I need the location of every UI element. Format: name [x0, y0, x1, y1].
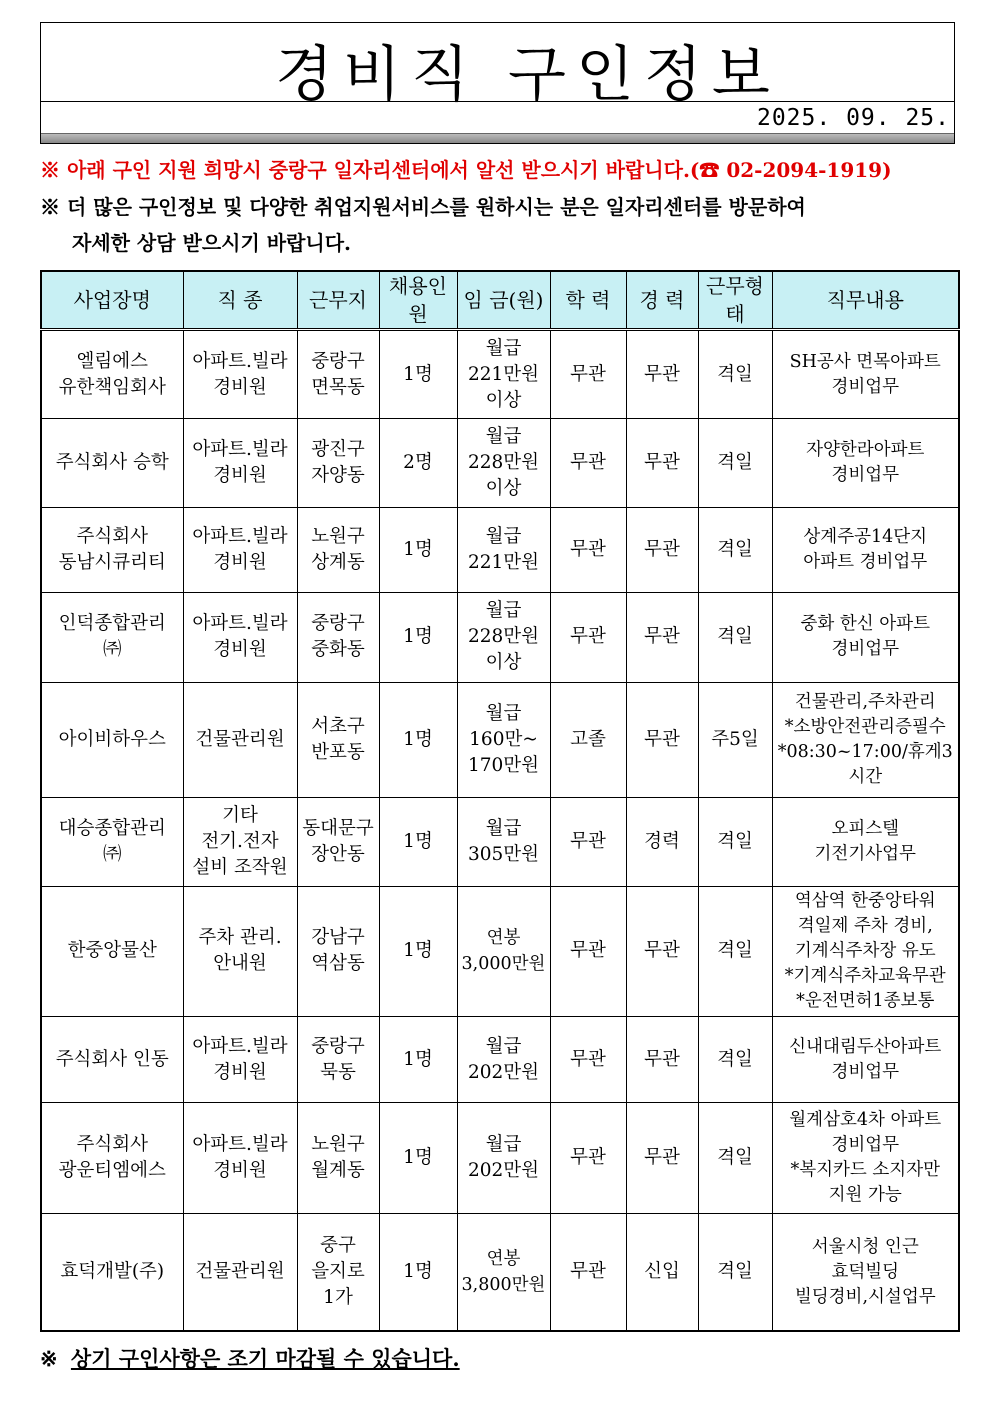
cell-wage	[457, 1214, 550, 1331]
cell-line: 무관	[570, 940, 606, 962]
cell-line: 중구	[320, 1235, 356, 1257]
cell-job-type	[183, 508, 297, 593]
cell-line: 경 력	[639, 288, 685, 312]
cell-line: 이상	[485, 652, 522, 674]
cell-line: 305만원	[467, 843, 540, 865]
cell-line: 임 금	[463, 288, 509, 312]
cell-line: 월급	[485, 1035, 522, 1057]
header-job-type	[183, 271, 297, 330]
cell-line: 유한책임회사	[58, 376, 166, 398]
table-row	[41, 1103, 959, 1214]
cell-line: 무관	[570, 1048, 606, 1070]
cell-line: 동대문구	[302, 817, 374, 839]
cell-headcount	[379, 682, 457, 797]
cell-line: 경비원	[213, 1160, 267, 1182]
notice-referral: ※ 아래 구인 지원 희망시 중랑구 일자리센터에서 알선 받으시기 바랍니다.(☎ 02-2094-1919)	[40, 158, 892, 182]
cell-line: 경비원	[213, 552, 267, 574]
cell-line: ㈜	[102, 639, 122, 661]
cell-education	[550, 593, 626, 682]
cell-line: 이상	[485, 389, 522, 411]
cell-line: 221만원	[467, 363, 540, 385]
cell-line: 한중앙물산	[67, 940, 157, 962]
cell-duties	[772, 1214, 959, 1331]
cell-line: 격일	[717, 1261, 753, 1283]
cell-company	[41, 1016, 183, 1102]
cell-line: 주식회사	[76, 1134, 148, 1156]
cell-line: 설비 조작원	[192, 856, 288, 878]
cell-line: 직 종	[217, 288, 263, 312]
cell-job-type	[183, 682, 297, 797]
cell-education	[550, 797, 626, 886]
title-box	[40, 22, 955, 144]
cell-location	[297, 886, 379, 1016]
cell-line: 묵동	[320, 1061, 356, 1083]
cell-line: 오피스텔	[831, 818, 900, 839]
cell-line: 아파트.빌라	[192, 439, 288, 461]
cell-headcount	[379, 419, 457, 508]
cell-line: 빌딩경비,시설업무	[794, 1286, 936, 1307]
cell-company	[41, 682, 183, 797]
cell-line: 228만원	[467, 626, 540, 648]
cell-line: 반포동	[311, 741, 365, 763]
cell-line: 170만원	[467, 754, 540, 776]
cell-line: 기전기사업무	[814, 843, 916, 864]
header-company	[41, 271, 183, 330]
cell-location	[297, 1016, 379, 1102]
cell-location	[297, 419, 379, 508]
cell-line: 자양한라아파트	[806, 440, 925, 461]
cell-location	[297, 1103, 379, 1214]
cell-line: 이상	[485, 478, 522, 500]
cell-line: 역삼역 한중앙타워	[794, 890, 936, 911]
cell-headcount	[379, 593, 457, 682]
header-experience	[626, 271, 698, 330]
cell-duties	[772, 1103, 959, 1214]
cell-line: 서초구	[311, 715, 365, 737]
cell-line: 장안동	[311, 843, 365, 865]
cell-line: 역삼동	[311, 953, 365, 975]
table-row	[41, 1214, 959, 1331]
table-row	[41, 682, 959, 797]
cell-line: 1명	[403, 626, 433, 648]
header-location	[297, 271, 379, 330]
cell-line: 격일제 주차 경비,	[797, 915, 933, 936]
cell-education	[550, 1214, 626, 1331]
cell-experience	[626, 1214, 698, 1331]
cell-line: 무관	[644, 452, 680, 474]
cell-line: 202만원	[467, 1160, 540, 1182]
header-wage	[457, 271, 550, 330]
cell-work-schedule	[698, 1214, 772, 1331]
cell-line: 연봉	[486, 1249, 521, 1270]
cell-line: 1명	[403, 1147, 433, 1169]
cell-line: 안내원	[213, 953, 267, 975]
cell-line: 격일	[717, 1147, 753, 1169]
cell-company	[41, 886, 183, 1016]
cell-job-type	[183, 1016, 297, 1102]
cell-line: 무관	[644, 626, 680, 648]
cell-education	[550, 682, 626, 797]
cell-line: 효덕빌딩	[831, 1261, 900, 1282]
cell-duties	[772, 330, 959, 419]
cell-line: 연봉	[486, 928, 521, 949]
cell-experience	[626, 886, 698, 1016]
cell-line: 인원	[408, 274, 447, 326]
cell-line: 격일	[717, 539, 753, 561]
cell-line: 기계식주차장 유도	[794, 940, 936, 961]
cell-line: 무관	[644, 363, 680, 385]
cell-experience	[626, 1103, 698, 1214]
cell-line: 경비원	[213, 639, 267, 661]
cell-headcount	[379, 330, 457, 419]
cell-line: 형태	[725, 274, 764, 326]
cell-line: 1명	[403, 728, 433, 750]
cell-duties	[772, 797, 959, 886]
cell-line: 무관	[570, 626, 606, 648]
cell-line: 격일	[717, 830, 753, 852]
table-row	[41, 508, 959, 593]
cell-headcount	[379, 1214, 457, 1331]
cell-line: 무관	[570, 363, 606, 385]
cell-line: 건물관리원	[195, 728, 285, 750]
cell-line: 아이비하우스	[58, 728, 166, 750]
cell-line: 신내대림두산아파트	[789, 1036, 942, 1057]
cell-work-schedule	[698, 1103, 772, 1214]
cell-line: 무관	[644, 1147, 680, 1169]
cell-line: 무관	[644, 539, 680, 561]
cell-line: 2명	[403, 452, 433, 474]
cell-line: 160만~	[469, 728, 538, 750]
cell-line: 근무	[706, 274, 745, 298]
cell-job-type	[183, 593, 297, 682]
cell-wage	[457, 508, 550, 593]
cell-line: 면목동	[311, 376, 365, 398]
cell-duties	[772, 1016, 959, 1102]
cell-line: 경비업무	[831, 1135, 900, 1156]
cell-line: 중화동	[311, 639, 365, 661]
cell-line: 월계동	[311, 1160, 365, 1182]
cell-wage	[457, 682, 550, 797]
cell-line: 상계주공14단지	[803, 527, 928, 548]
cell-duties	[772, 886, 959, 1016]
cell-line: 경비원	[213, 1061, 267, 1083]
cell-line: 중랑구	[311, 1035, 365, 1057]
cell-headcount	[379, 1103, 457, 1214]
cell-wage	[457, 1016, 550, 1102]
cell-line: 1가	[323, 1287, 353, 1309]
cell-work-schedule	[698, 886, 772, 1016]
cell-line: 광운티엠에스	[58, 1160, 166, 1182]
cell-company	[41, 419, 183, 508]
cell-line: 격일	[717, 626, 753, 648]
cell-line: 노원구	[311, 1134, 365, 1156]
cell-experience	[626, 330, 698, 419]
cell-line: 중화 한신 아파트	[800, 614, 930, 635]
cell-headcount	[379, 508, 457, 593]
title-divider	[41, 101, 954, 102]
cell-line: 월급	[485, 702, 522, 724]
cell-line: 엘림에스	[76, 350, 148, 372]
cell-wage	[457, 593, 550, 682]
cell-line: 상계동	[311, 552, 365, 574]
cell-line: ㈜	[102, 843, 122, 865]
cell-line: 무관	[570, 830, 606, 852]
cell-line: 효덕개발(주)	[60, 1261, 165, 1283]
cell-job-type	[183, 419, 297, 508]
cell-line: 아파트.빌라	[192, 1134, 288, 1156]
cell-wage	[457, 886, 550, 1016]
cell-line: 월급	[485, 600, 522, 622]
cell-education	[550, 508, 626, 593]
cell-line: 1명	[403, 363, 433, 385]
cell-line: *소방안전관리증필수	[784, 716, 946, 737]
cell-line: 경비업무	[831, 639, 900, 660]
table-row	[41, 330, 959, 419]
cell-wage	[457, 1103, 550, 1214]
cell-work-schedule	[698, 330, 772, 419]
footer-notice	[40, 1342, 460, 1376]
cell-line: 대승종합관리	[58, 817, 166, 839]
cell-location	[297, 593, 379, 682]
cell-line: 동남시큐리티	[58, 552, 166, 574]
table-row	[41, 797, 959, 886]
cell-line: 경비원	[213, 465, 267, 487]
cell-line: 경비업무	[831, 1061, 900, 1082]
cell-duties	[772, 593, 959, 682]
cell-line: 주차 관리.	[198, 927, 282, 949]
cell-line: 을지로	[311, 1261, 365, 1283]
cell-work-schedule	[698, 508, 772, 593]
cell-work-schedule	[698, 1016, 772, 1102]
cell-work-schedule	[698, 797, 772, 886]
cell-location	[297, 330, 379, 419]
cell-line: 광진구	[311, 439, 365, 461]
table-row	[41, 419, 959, 508]
cell-line: 서울시청 인근	[811, 1236, 919, 1257]
cell-line: 아파트.빌라	[192, 350, 288, 372]
cell-line: 전기.전자	[201, 830, 279, 852]
cell-line: 1명	[403, 940, 433, 962]
cell-line: 자양동	[311, 465, 365, 487]
cell-line: 아파트.빌라	[192, 1035, 288, 1057]
cell-line: 3,800만원	[461, 1275, 546, 1296]
cell-work-schedule	[698, 682, 772, 797]
cell-line: 아파트 경비업무	[803, 552, 928, 573]
cell-line: 고졸	[570, 728, 606, 750]
cell-line: 무관	[644, 728, 680, 750]
cell-line: 무관	[570, 539, 606, 561]
cell-line: 격일	[717, 452, 753, 474]
cell-wage	[457, 797, 550, 886]
cell-line: *08:30~17:00/휴게3	[777, 741, 953, 762]
cell-work-schedule	[698, 419, 772, 508]
cell-line: 사업장명	[73, 288, 151, 312]
cell-line: 221만원	[467, 552, 540, 574]
cell-line: 건물관리,주차관리	[794, 691, 936, 712]
cell-line: 노원구	[311, 526, 365, 548]
cell-line: 지원 가능	[828, 1185, 902, 1206]
notice-visit-line2: 자세한 상담 받으시기 바랍니다.	[72, 231, 352, 255]
cell-line: 월급	[485, 337, 522, 359]
cell-line: 주식회사 승학	[55, 452, 169, 474]
cell-job-type	[183, 886, 297, 1016]
cell-line: 학 력	[565, 288, 611, 312]
cell-line: 1명	[403, 1261, 433, 1283]
cell-line: 202만원	[467, 1061, 540, 1083]
cell-line: 월급	[485, 526, 522, 548]
job-listing-table	[40, 270, 960, 1332]
cell-line: 무관	[644, 1048, 680, 1070]
cell-line: 시간	[848, 766, 883, 787]
cell-line: 아파트.빌라	[192, 526, 288, 548]
cell-line: 경비원	[213, 376, 267, 398]
cell-line: *복지카드 소지자만	[790, 1160, 941, 1181]
cell-line: 주식회사	[76, 526, 148, 548]
header-education	[550, 271, 626, 330]
cell-education	[550, 886, 626, 1016]
header-headcount	[379, 271, 457, 330]
cell-line: 3,000만원	[461, 954, 546, 975]
title-box-shadow	[41, 133, 954, 143]
cell-job-type	[183, 330, 297, 419]
cell-job-type	[183, 1214, 297, 1331]
cell-job-type	[183, 797, 297, 886]
page-title: 경비직 구인정보	[275, 40, 780, 110]
cell-location	[297, 508, 379, 593]
cell-headcount	[379, 886, 457, 1016]
cell-line: 1명	[403, 1048, 433, 1070]
cell-line: 월계삼호4차 아파트	[789, 1110, 942, 1131]
table-row	[41, 886, 959, 1016]
cell-duties	[772, 419, 959, 508]
footer-mark: ※	[40, 1346, 58, 1371]
cell-company	[41, 508, 183, 593]
cell-experience	[626, 593, 698, 682]
table-row	[41, 1016, 959, 1102]
cell-line: 근무지	[309, 288, 367, 312]
cell-education	[550, 1016, 626, 1102]
cell-job-type	[183, 1103, 297, 1214]
cell-line: 월급	[485, 817, 522, 839]
cell-experience	[626, 797, 698, 886]
cell-line: 무관	[570, 1147, 606, 1169]
cell-line: 직무내용	[826, 288, 904, 312]
cell-line: 경비업무	[831, 465, 900, 486]
cell-duties	[772, 508, 959, 593]
cell-line: 주5일	[711, 728, 759, 750]
cell-location	[297, 682, 379, 797]
cell-line: 건물관리원	[195, 1261, 285, 1283]
cell-company	[41, 1214, 183, 1331]
cell-line: 격일	[717, 940, 753, 962]
cell-line: 무관	[570, 452, 606, 474]
posting-date: 2025. 09. 25.	[756, 105, 950, 131]
cell-experience	[626, 682, 698, 797]
cell-line: 강남구	[311, 927, 365, 949]
cell-line: 채용	[389, 274, 428, 298]
cell-location	[297, 797, 379, 886]
cell-line: *기계식주차교육무관	[784, 965, 946, 986]
cell-line: 월급	[485, 426, 522, 448]
cell-company	[41, 1103, 183, 1214]
cell-line: SH공사 면목아파트	[789, 351, 941, 372]
table-row	[41, 593, 959, 682]
table-body	[41, 330, 959, 1332]
cell-line: 1명	[403, 830, 433, 852]
cell-duties	[772, 682, 959, 797]
cell-experience	[626, 1016, 698, 1102]
table-header-row	[41, 271, 959, 330]
footer-text: 상기 구인사항은 조기 마감될 수 있습니다.	[70, 1346, 460, 1371]
header-work-schedule	[698, 271, 772, 330]
cell-line: 격일	[717, 1048, 753, 1070]
cell-line: 월급	[485, 1134, 522, 1156]
cell-line: 중랑구	[311, 350, 365, 372]
cell-experience	[626, 508, 698, 593]
cell-company	[41, 593, 183, 682]
cell-education	[550, 419, 626, 508]
cell-line: *운전면허1종보통	[796, 990, 935, 1011]
cell-line: 무관	[644, 940, 680, 962]
cell-education	[550, 330, 626, 419]
cell-wage	[457, 419, 550, 508]
cell-line: 기타	[222, 804, 258, 826]
cell-headcount	[379, 1016, 457, 1102]
cell-location	[297, 1214, 379, 1331]
cell-experience	[626, 419, 698, 508]
notice-visit-line1: ※ 더 많은 구인정보 및 다양한 취업지원서비스를 원하시는 분은 일자리센터를 방문하여	[40, 195, 806, 219]
cell-line: (원)	[508, 288, 544, 312]
cell-line: 신입	[644, 1261, 680, 1283]
cell-education	[550, 1103, 626, 1214]
cell-wage	[457, 330, 550, 419]
cell-line: 인덕종합관리	[58, 613, 166, 635]
cell-line: 중랑구	[311, 613, 365, 635]
cell-line: 주식회사 인동	[55, 1048, 169, 1070]
cell-line: 1명	[403, 539, 433, 561]
cell-line: 격일	[717, 363, 753, 385]
cell-line: 228만원	[467, 452, 540, 474]
cell-line: 경비업무	[831, 376, 900, 397]
header-duties	[772, 271, 959, 330]
cell-headcount	[379, 797, 457, 886]
cell-work-schedule	[698, 593, 772, 682]
cell-line: 경력	[644, 830, 680, 852]
cell-company	[41, 330, 183, 419]
cell-company	[41, 797, 183, 886]
cell-line: 무관	[570, 1261, 606, 1283]
cell-line: 아파트.빌라	[192, 613, 288, 635]
